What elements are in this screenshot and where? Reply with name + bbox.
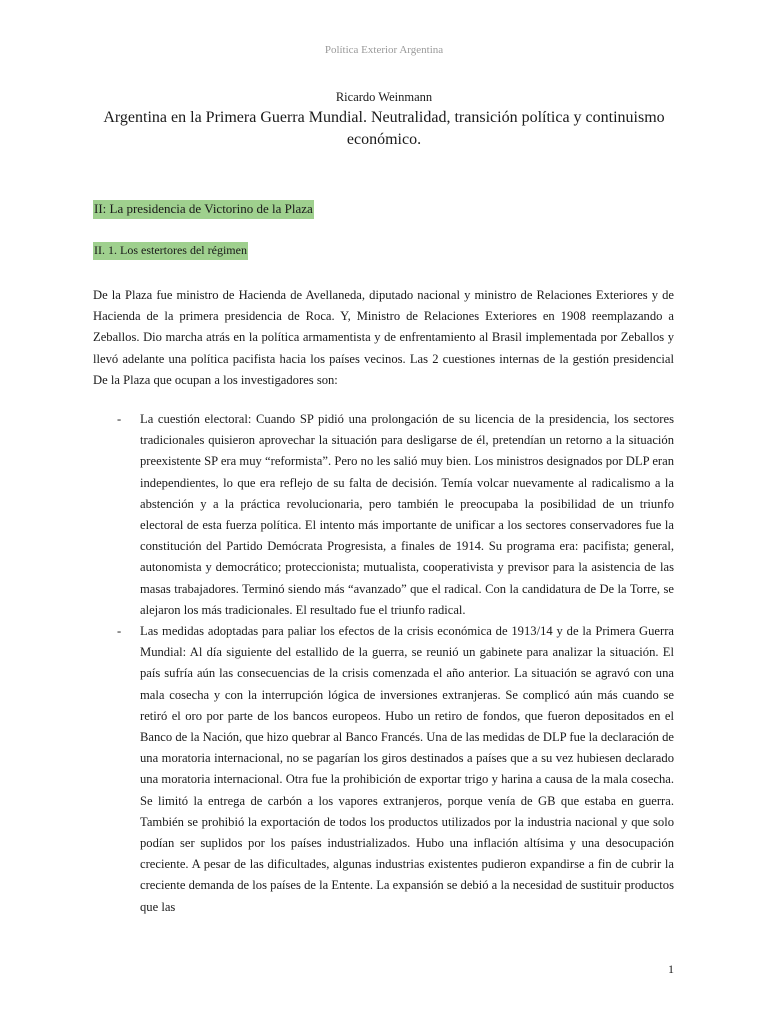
bullet-list <box>93 409 674 918</box>
subsection-heading-text: II. 1. Los estertores del régimen <box>93 242 248 260</box>
list-item-text: La cuestión electoral: Cuando SP pidió una prolongación de su licencia de la presidencia, los sectores tradicionales quisieron aprovechar la situación para desligarse de él, pretendían un retorno a la situación preexistente SP era muy “reformista”. Pero no les salió muy bien. Los ministros designados por DLP eran independientes, lo que era reflejo de su falta de decisión. Temía volcar nuevamente al radicalismo a la abstención y a la práctica revolucionaria, pero también le preocupaba la posibilidad de un triunfo electoral de esta fuerza política. El intento más importante de unificar a los sectores conservadores fue la constitución del Partido Demócrata Progresista, a finales de 1914. Su programa era: pacifista; general, autonomista y democrático; proteccionista; mutualista, cooperativista y previsor para la asistencia de las masas trabajadores. Terminó siendo más “avanzado” que el radical. Con la candidatura de De la Torre, se alejaron los más tradicionales. El resultado fue el triunfo radical. <box>140 412 674 617</box>
page-number: 1 <box>668 962 674 976</box>
subsection-heading <box>93 243 248 258</box>
list-item <box>93 409 674 621</box>
intro-paragraph: De la Plaza fue ministro de Hacienda de Avellaneda, diputado nacional y ministro de Relaciones Exteriores y de Hacienda de la primera presidencia de Roca. Y, Ministro de Relaciones Exteriores en 1908 reemplazando a Zeballos. Dio marcha atrás en la política armamentista y de enfrentamiento al Brasil implementada por Zeballos y llevó adelante una política pacifista hacia los países vecinos. Las 2 cuestiones internas de la gestión presidencial De la Plaza que ocupan a los investigadores son: <box>93 288 674 387</box>
list-item-text: Las medidas adoptadas para paliar los efectos de la crisis económica de 1913/14 y de la Primera Guerra Mundial: Al día siguiente del estallido de la guerra, se reunió un gabinete para analizar la situación. El país sufría aún las consecuencias de la crisis comenzada el año anterior. La situación se agravó con una mala cosecha y con la interrupción lógica de inversiones extranjeras. Se complicó aún más cuando se retiró el oro por parte de los bancos europeos. Hubo un retiro de fondos, que fueron depositados en el Banco de la Nación, que hizo quebrar al Banco Francés. Una de las medidas de DLP fue la declaración de una moratoria internacional, no se pagarían los giros destinados a países que a su vez hubiesen declarado una moratoria internacional. Otra fue la prohibición de exportar trigo y harina a causa de la mala cosecha. Se limitó la entrega de carbón a los vapores extranjeros, porque venía de GB que estaba en guerra. También se prohibió la exportación de todos los productos utilizados por la industria nacional y que solo podían ser suplidos por los países industrializados. Hubo una inflación altísima y una desocupación creciente. A pesar de las dificultades, algunas industrias existentes pudieron expandirse a fin de cubrir la creciente demanda de los países de la Entente. La expansión se debió a la necesidad de sustituir productos que las <box>140 624 674 914</box>
bullet-marker: - <box>117 412 122 426</box>
running-header: Política Exterior Argentina <box>324 44 444 56</box>
document-title: Argentina en la Primera Guerra Mundial. Neutralidad, transición política y continuismo económico. <box>103 109 665 148</box>
author-name: Ricardo Weinmann <box>335 90 433 104</box>
bullet-marker: - <box>117 624 122 639</box>
section-heading <box>93 201 314 217</box>
section-heading-text: II: La presidencia de Victorino de la Plaza <box>93 200 314 219</box>
list-item <box>93 621 674 918</box>
